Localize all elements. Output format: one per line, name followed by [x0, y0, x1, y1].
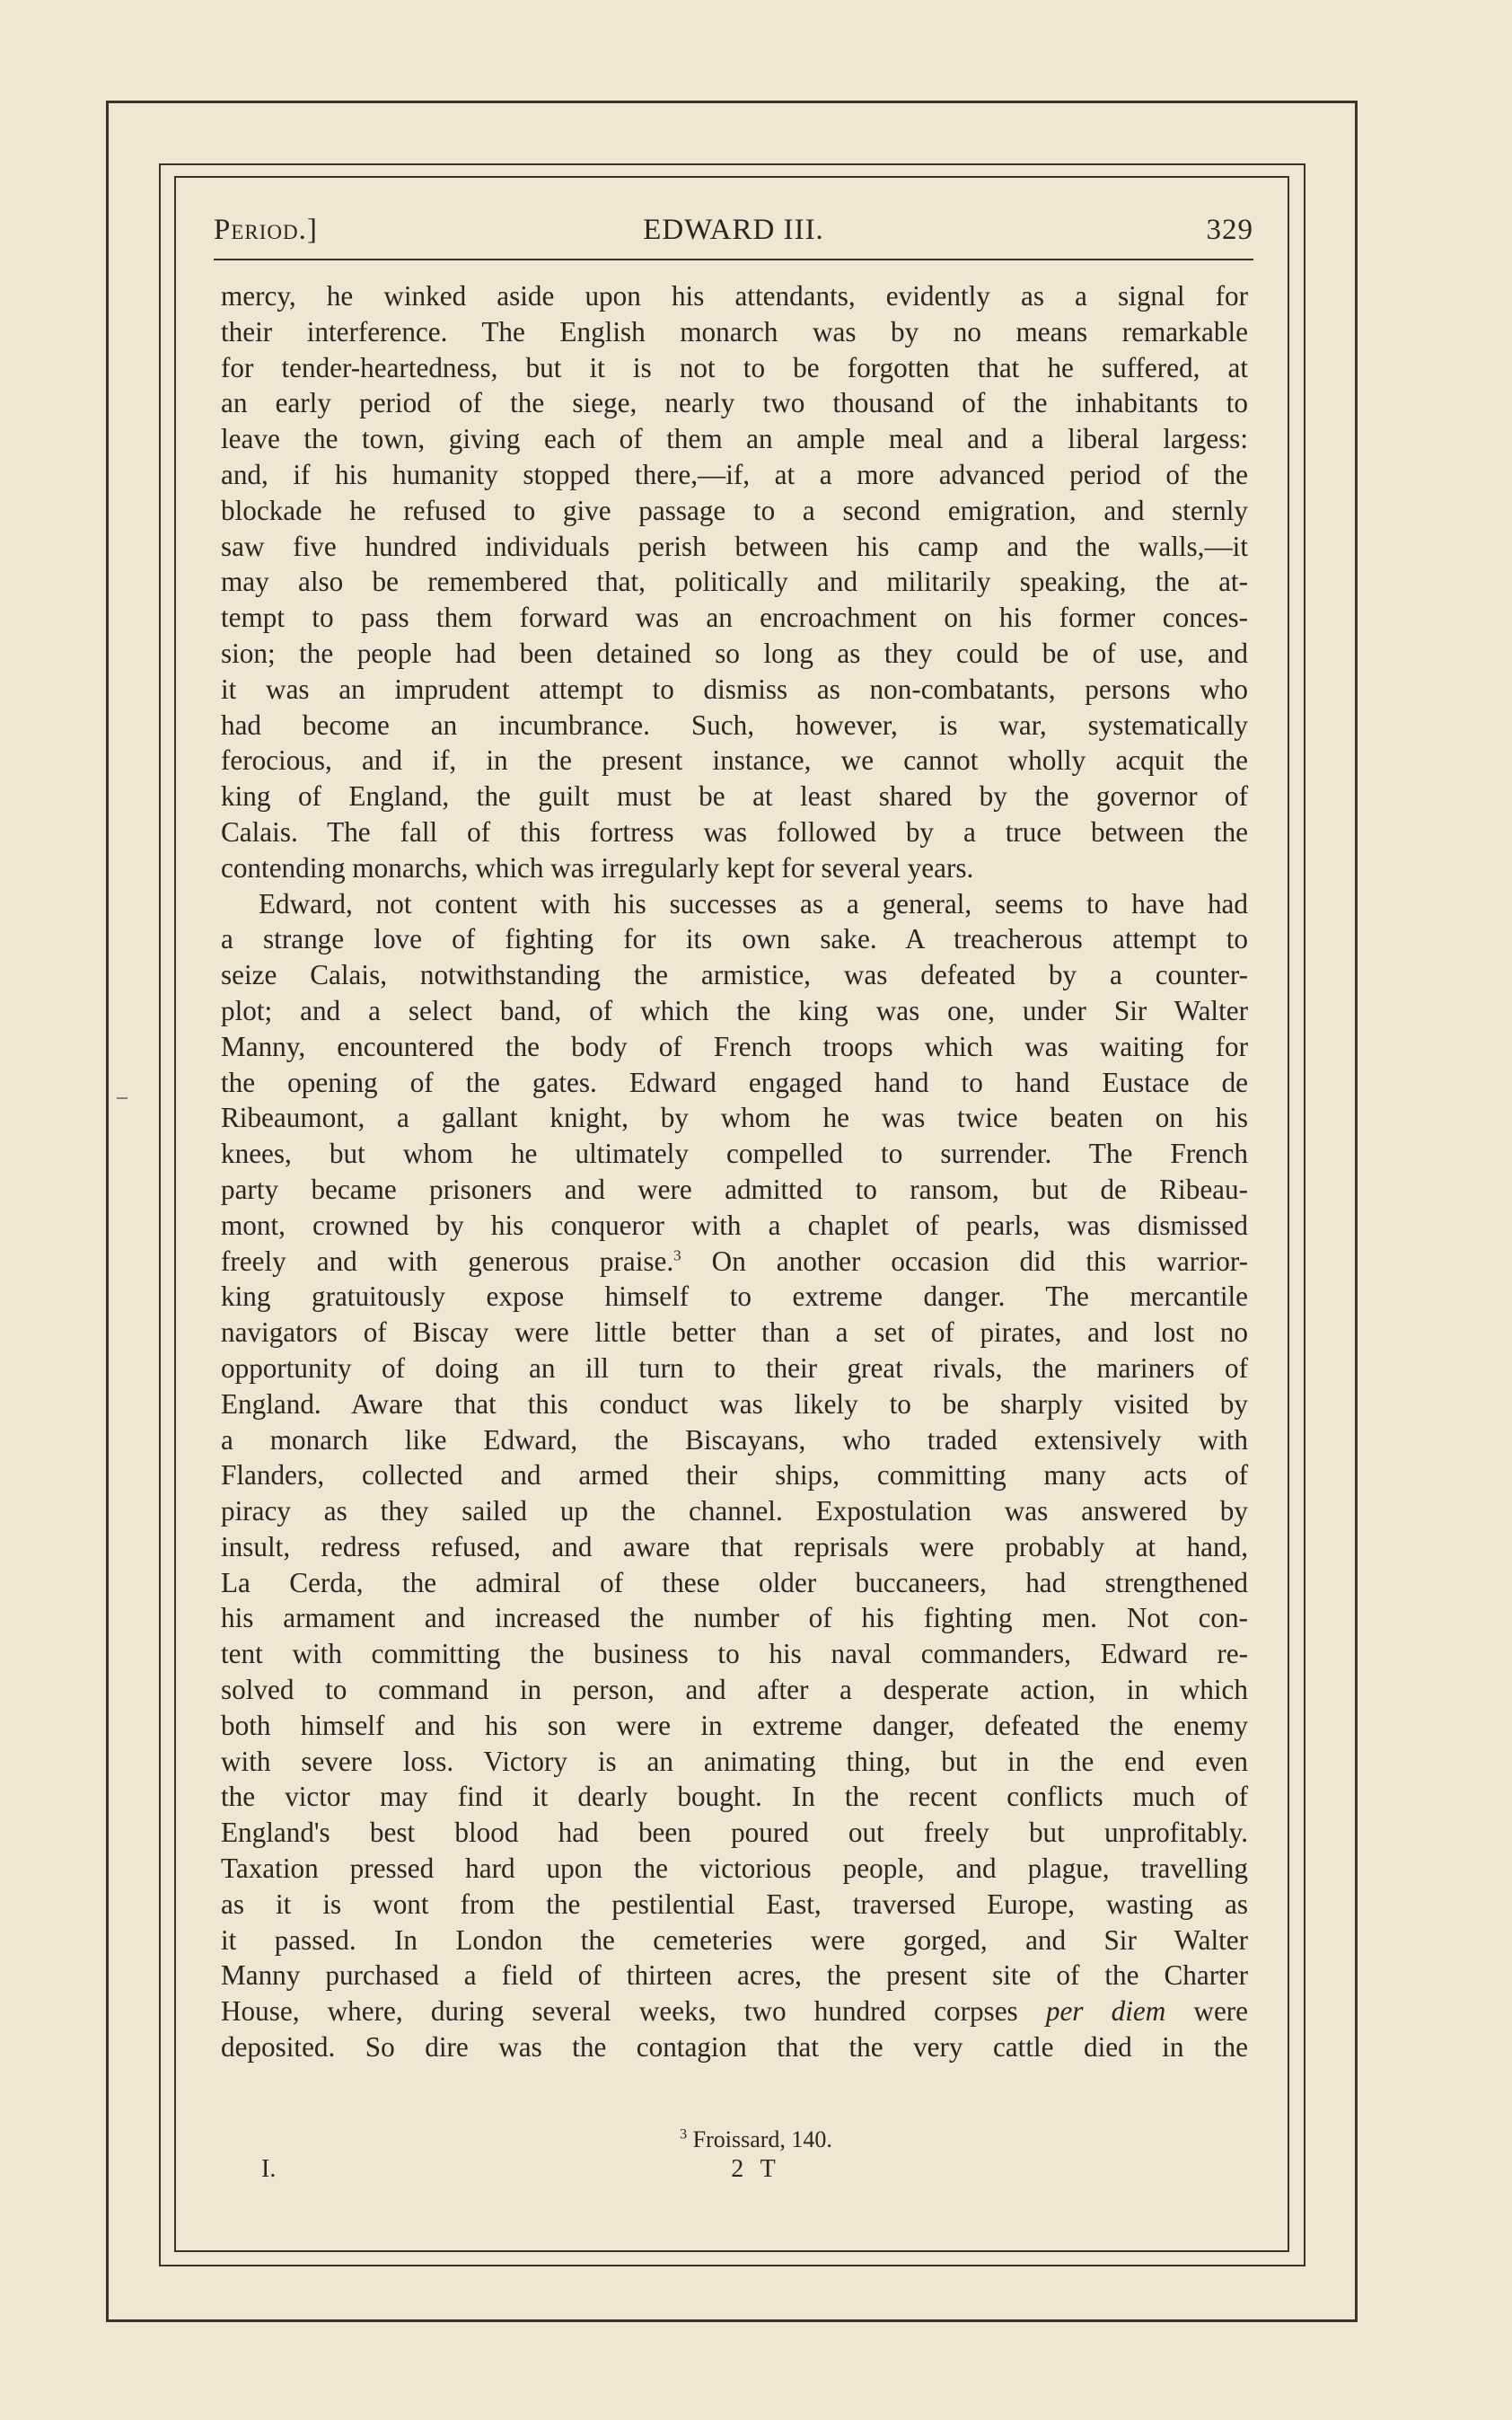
frame-border-top: [159, 163, 1305, 165]
paragraph-start: Edward, not content with his successes as a general, seems to have had: [259, 887, 1248, 920]
body-text: [221, 278, 1248, 2065]
text-line: Manny, encountered the body of French troops which was waiting for: [221, 1030, 1248, 1062]
text-line: king gratuitously expose himself to extreme danger. The mercantile: [221, 1280, 1248, 1313]
text-line: ferocious, and if, in the present instance, we cannot wholly acquit the: [221, 744, 1248, 777]
frame-border-bottom: [159, 2265, 1305, 2266]
text-segment: freely and with generous praise.: [221, 1245, 674, 1277]
text-line: had become an incumbrance. Such, however, is war, systematically: [221, 708, 1248, 741]
text-line: opportunity of doing an ill turn to their great rivals, the mariners of: [221, 1351, 1248, 1384]
page-number: 329: [1206, 214, 1253, 246]
text-line: the victor may find it dearly bought. In the recent conflicts much of: [221, 1781, 1248, 1813]
text-line: mercy, he winked aside upon his attendants, evidently as a signal for: [221, 280, 1248, 312]
text-line-with-italic: [221, 1993, 1248, 2029]
text-line: seize Calais, notwithstanding the armistice, was defeated by a counter-: [221, 959, 1248, 991]
text-line: Calais. The fall of this fortress was followed by a truce between the: [221, 815, 1248, 848]
text-segment: House, where, during several weeks, two hundred corpses: [221, 1995, 1018, 2028]
text-line: mont, crowned by his conqueror with a chaplet of pearls, was dismissed: [221, 1209, 1248, 1241]
text-segment: were: [1165, 1995, 1249, 2028]
text-line: piracy as they sailed up the channel. Expostulation was answered by: [221, 1495, 1248, 1527]
frame-border-right: [1304, 163, 1305, 2266]
text-line: blockade he refused to give passage to a second emigration, and sternly: [221, 494, 1248, 526]
text-line: his armament and increased the number of his fighting men. Not con-: [221, 1602, 1248, 1634]
footnote: [0, 2126, 1512, 2153]
running-head-section: Period.]: [214, 214, 318, 246]
outer-border-left: [106, 101, 109, 2322]
text-line: an early period of the siege, nearly two thousand of the inhabitants to: [221, 387, 1248, 419]
signature-mark: 2 T: [731, 2155, 781, 2183]
text-line: a monarch like Edward, the Biscayans, who traded extensively with: [221, 1423, 1248, 1456]
text-line: their interference. The English monarch was by no means remarkable: [221, 315, 1248, 348]
text-line: Taxation pressed hard upon the victorious people, and plague, travelling: [221, 1852, 1248, 1885]
text-line: plot; and a select band, of which the king was one, under Sir Walter: [221, 994, 1248, 1026]
text-segment: On another occasion did this warrior-: [681, 1245, 1248, 1277]
text-line: Flanders, collected and armed their ships, committing many acts of: [221, 1459, 1248, 1492]
text-line: solved to command in person, and after a desperate action, in which: [221, 1674, 1248, 1706]
text-line: it passed. In London the cemeteries were gorged, and Sir Walter: [221, 1923, 1248, 1956]
text-line: may also be remembered that, politically and militarily speaking, the at-: [221, 566, 1248, 598]
volume-number: I.: [261, 2155, 277, 2183]
text-line: La Cerda, the admiral of these older buccaneers, had strengthened: [221, 1566, 1248, 1598]
text-line: Ribeaumont, a gallant knight, by whom he was twice beaten on his: [221, 1102, 1248, 1134]
inner-border-left: [174, 176, 176, 2252]
inner-border-bottom: [174, 2250, 1289, 2252]
frame-border-left: [159, 163, 161, 2266]
text-line: a strange love of fighting for its own sake. A treacherous attempt to: [221, 923, 1248, 955]
text-line: leave the town, giving each of them an ample meal and a liberal largess:: [221, 423, 1248, 455]
text-line: king of England, the guilt must be at least shared by the governor of: [221, 780, 1248, 813]
margin-mark: [117, 1097, 127, 1099]
text-line: England. Aware that this conduct was likely to be sharply visited by: [221, 1387, 1248, 1420]
text-line: both himself and his son were in extreme danger, defeated the enemy: [221, 1709, 1248, 1741]
text-line: navigators of Biscay were little better than a set of pirates, and lost no: [221, 1316, 1248, 1349]
text-line: tempt to pass them forward was an encroachment on his former conces-: [221, 602, 1248, 634]
header-rule: [214, 259, 1253, 260]
text-line: for tender-heartedness, but it is not to be forgotten that he suffered, at: [221, 351, 1248, 383]
text-line: tent with committing the business to his naval commanders, Edward re-: [221, 1638, 1248, 1670]
text-line: party became prisoners and were admitted to ransom, but de Ribeau-: [221, 1173, 1248, 1205]
text-line: insult, redress refused, and aware that reprisals were probably at hand,: [221, 1530, 1248, 1562]
text-line: and, if his humanity stopped there,—if, at a more advanced period of the: [221, 458, 1248, 490]
text-line: contending monarchs, which was irregularly kept for several years.: [221, 851, 974, 884]
footnote-mark: 3: [680, 2126, 688, 2143]
text-line: it was an imprudent attempt to dismiss as non-combatants, persons who: [221, 673, 1248, 705]
italic-phrase: per diem: [1045, 1995, 1166, 2028]
running-head: [214, 207, 1253, 251]
text-line: Manny purchased a field of thirteen acres, the present site of the Charter: [221, 1959, 1248, 1992]
inner-border-right: [1288, 176, 1289, 2252]
text-line: as it is wont from the pestilential East, traversed Europe, wasting as: [221, 1888, 1248, 1920]
outer-border-right: [1355, 101, 1358, 2322]
inner-border-top: [174, 176, 1289, 178]
text-line: with severe loss. Victory is an animating thing, but in the end even: [221, 1745, 1248, 1777]
text-line: sion; the people had been detained so long as they could be of use, and: [221, 637, 1248, 669]
text-line: England's best blood had been poured out freely but unprofitably.: [221, 1817, 1248, 1849]
text-line: saw five hundred individuals perish between his camp and the walls,—it: [221, 530, 1248, 562]
footnote-reference[interactable]: 3: [673, 1246, 681, 1264]
running-head-title: EDWARD III.: [643, 214, 824, 246]
text-line: the opening of the gates. Edward engaged hand to hand Eustace de: [221, 1066, 1248, 1098]
footnote-text: Froissard, 140.: [692, 2126, 832, 2152]
text-line: knees, but whom he ultimately compelled to surrender. The French: [221, 1138, 1248, 1170]
outer-border-top: [106, 101, 1358, 103]
outer-border-bottom: [106, 2319, 1358, 2322]
text-line-with-note: [221, 1244, 1248, 1280]
text-line: deposited. So dire was the contagion that the very cattle died in the: [221, 2031, 1248, 2064]
